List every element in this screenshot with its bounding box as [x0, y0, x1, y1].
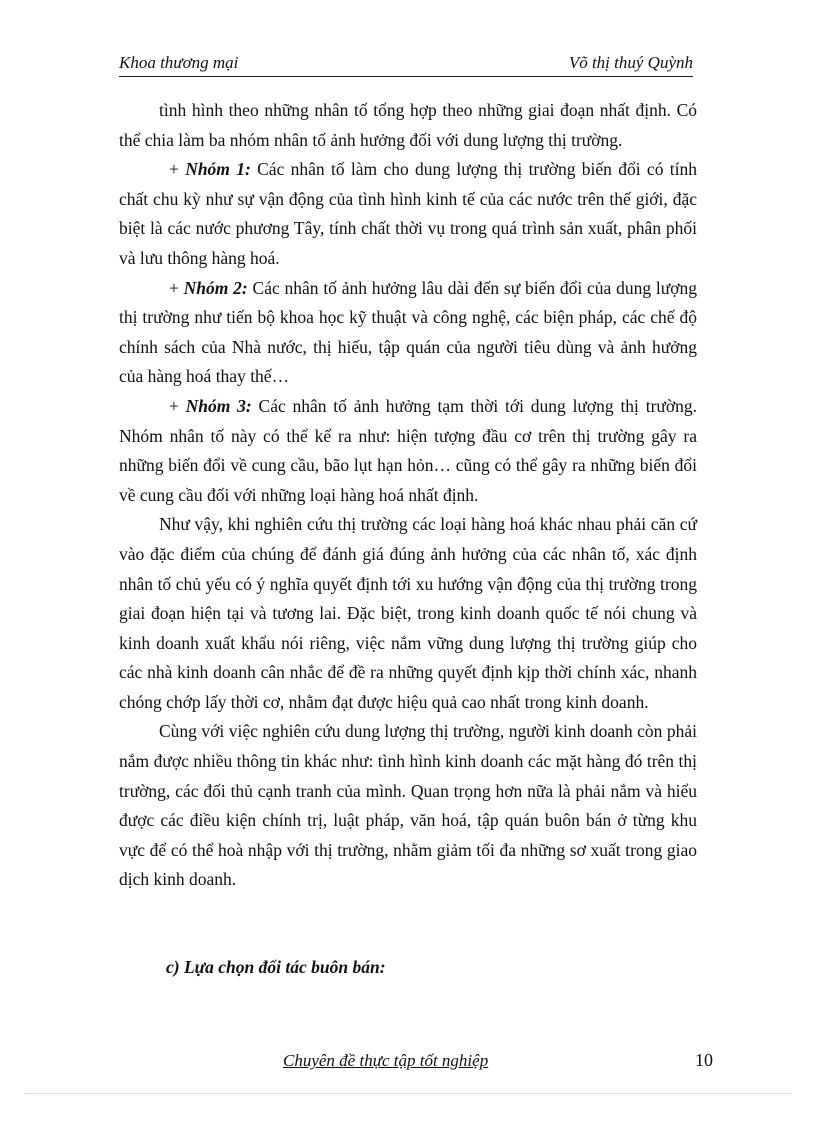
paragraph-conclusion: Như vậy, khi nghiên cứu thị trường các loại hàng hoá khác nhau phải căn cứ vào đặc điểm của chúng để đánh giá đúng ảnh hưởng của các nhân tố, xác định nhân tố chủ yếu có ý nghĩa quyết định tới xu hướng vận động của thị trường trong giai đoạn hiện tại và tương lai. Đặc biệt, trong kinh doanh quốc tế nói chung và kinh doanh xuất khẩu nói riêng, việc nắm vững dung lượng thị trường giúp cho các nhà kinh doanh cân nhắc để đề ra những quyết định kịp thời chính xác, nhanh chóng chớp lấy thời cơ, nhằm đạt được hiệu quả cao nhất trong kinh doanh. — [119, 514, 697, 712]
group-2-text: Các nhân tố ảnh hưởng lâu dài đến sự biến đổi của dung lượng thị trường như tiến bộ khoa học kỹ thuật và công nghệ, các biện pháp, các chế độ chính sách của Nhà nước, thị hiếu, tập quán của người tiêu dùng và ảnh hưởng của hàng hoá thay thế… — [119, 277, 697, 387]
page-number: 10 — [695, 1050, 713, 1070]
group-3-label: Nhóm 3: — [185, 395, 252, 416]
group-3-prefix: + — [169, 395, 186, 416]
group-2-label: Nhóm 2: — [183, 277, 248, 298]
paragraph-intro: tình hình theo những nhân tố tổng hợp theo những giai đoạn nhất định. Có thể chia làm ba nhóm nhân tố ảnh hưởng đối với dung lượng thị trường. — [119, 100, 697, 150]
header-faculty: Khoa thương mại — [119, 53, 239, 72]
group-1-label: Nhóm 1: — [185, 159, 251, 180]
header-author: Võ thị thuý Quỳnh — [568, 53, 693, 72]
section-heading: c) Lựa chọn đối tác buôn bán: — [166, 957, 386, 977]
page-break-divider — [24, 1093, 792, 1094]
group-1-text: Các nhân tố làm cho dung lượng thị trường biến đổi có tính chất chu kỳ như sự vận động của tình hình kinh tế của các nước trên thế giới, đặc biệt là các nước phương Tây, tính chất thời vụ trong quá trình sản xuất, phân phối và lưu thông hàng hoá. — [119, 159, 697, 268]
body-text — [119, 96, 697, 895]
group-3-text: Các nhân tố ảnh hưởng tạm thời tới dung lượng thị trường. Nhóm nhân tố này có thể kể ra như: hiện tượng đầu cơ trên thị trường gây ra những biến đổi về cung cầu, bão lụt hạn hỏn… cũng có thể gây ra những biến đổi về cung cầu đối với những loại hàng hoá nhất định. — [119, 395, 698, 505]
paragraph-group-2 — [119, 274, 697, 392]
paragraph-information: Cùng với việc nghiên cứu dung lượng thị trường, người kinh doanh còn phải nắm được nhiều thông tin khác như: tình hình kinh doanh các mặt hàng đó trên thị trường, các đối thủ cạnh tranh của mình. Quan trọng hơn nữa là phải nắm và hiểu được các điều kiện chính trị, luật pháp, văn hoá, tập quán buôn bán ở từng khu vực để có thể hoà nhập với thị trường, nhằm giảm tối đa những sơ xuất trong giao dịch kinh doanh. — [119, 721, 697, 890]
footer-title: Chuyên đề thực tập tốt nghiệp — [283, 1051, 489, 1070]
paragraph-group-3 — [119, 392, 697, 510]
page-header — [119, 52, 693, 77]
group-2-prefix: + — [169, 277, 184, 298]
paragraph-group-1 — [119, 155, 697, 273]
group-1-prefix: + — [169, 159, 186, 180]
